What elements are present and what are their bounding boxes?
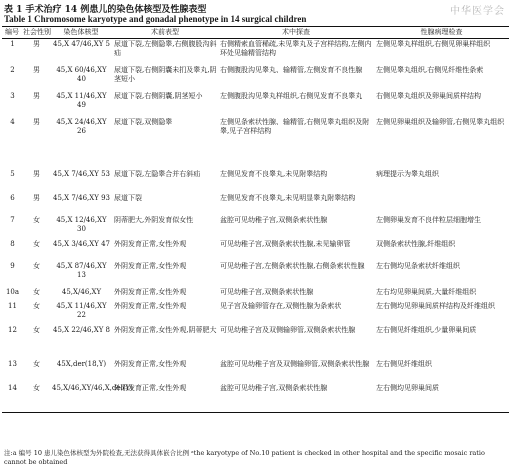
cell-intraop: 盆腔可见幼稚子宫及双侧输卵管,双侧条索状性腺 [220, 359, 370, 368]
cell-karyotype: 45,X 12/46,XY 30 [56, 215, 107, 233]
cell-intraop: 盆腔可见幼稚子宫,双侧条索状性腺 [220, 215, 328, 224]
cell-id: 12 [8, 325, 17, 334]
cell-karyotype: 45,X/46,XY/46,X,del(Y) [50, 383, 112, 413]
cell-sex: 男 [33, 169, 40, 178]
header-sex: 社会性别 [22, 27, 50, 39]
table-row [2, 193, 509, 215]
table-row [2, 65, 509, 91]
cell-karyotype: 45,X 3/46,XY 47 [52, 239, 111, 248]
table-row [2, 325, 509, 359]
cell-pathology: 左侧卵巢发育不良伴粒层细胞增生 [376, 215, 481, 224]
cell-pathology: 左侧见卵巢组织及输卵管,右侧见睾丸组织 [376, 117, 505, 126]
cell-sex: 女 [33, 359, 40, 368]
cell-preop: 外阴发育正常,女性外观 [114, 301, 187, 310]
cell-pathology: 左右均见卵巢间质,大量纤维组织 [376, 287, 477, 296]
cell-karyotype: 45,X/46,XY [61, 287, 102, 296]
cell-karyotype: 45,X 11/46,XY 22 [56, 301, 107, 319]
cell-sex: 男 [33, 65, 40, 74]
table-row [2, 117, 509, 169]
cell-sex: 女 [33, 287, 40, 296]
cell-intraop: 可见幼稚子宫,左侧条索状性腺,右侧条索状性腺 [220, 261, 365, 270]
cell-pathology: 左右侧见纤维组织 [376, 359, 432, 368]
cell-preop: 尿道下裂,右侧阴囊,阴茎短小 [114, 91, 203, 100]
table-row [2, 239, 509, 261]
cell-intraop: 左侧见条索状性腺、输精管,右侧见睾丸组织及附睾,见子宫样结构 [220, 117, 370, 135]
cell-sex: 男 [33, 91, 40, 100]
karyotype-table [2, 26, 509, 413]
cell-karyotype: 45,X 47/46,XY 5 [52, 40, 111, 48]
table-row [2, 301, 509, 325]
table-footnote: 注:a 编号 10 患儿染色体核型为外院检查,无法获得具体嵌合比例 ᵃthe karyotype of No.10 patient is checked in other hospital and the specific mosaic ratio cannot be obtained [4, 449, 485, 466]
table-row [2, 215, 509, 239]
cell-karyotype: 45,X 60/46,XY 40 [56, 65, 107, 83]
cell-pathology: 病理提示为睾丸组织 [376, 169, 439, 178]
cell-id: 7 [10, 215, 15, 224]
cell-id: 3 [10, 91, 15, 100]
cell-karyotype: 45,X 7/46,XY 53 [52, 169, 111, 178]
cell-intraop: 可见幼稚子宫及双侧输卵管,双侧条索状性腺 [220, 325, 356, 334]
cell-preop: 外阴发育正常,女性外观 [112, 383, 218, 413]
cell-preop: 外阴发育正常,女性外观 [114, 239, 187, 248]
cell-karyotype: 45,X 24/46,XY 26 [56, 117, 107, 135]
cell-pathology: 双侧条索状性腺,纤维组织 [376, 239, 456, 248]
cell-karyotype: 45,X 22/46,XY 8 [52, 325, 111, 334]
table-row [2, 169, 509, 193]
cell-sex: 女 [33, 261, 40, 270]
cell-id: 2 [10, 65, 15, 74]
header-intraop: 术中探查 [218, 27, 374, 39]
cell-pathology: 左右侧均见条索状纤维组织 [376, 261, 460, 270]
cell-pathology: 左右侧均见卵巢间质 [374, 383, 509, 413]
table-row [2, 287, 509, 301]
cell-preop: 外阴发育正常,女性外观 [114, 287, 187, 296]
cell-intraop: 可见幼稚子宫,双侧条索状性腺,未见输卵管 [220, 239, 351, 248]
cell-id: 5 [10, 169, 15, 178]
cell-pathology [374, 193, 509, 215]
cell-intraop: 见子宫及输卵管存在,双侧性腺为条索状 [220, 301, 342, 310]
cell-preop: 尿道下裂,双侧隐睾 [114, 117, 173, 126]
cell-sex: 女 [22, 383, 50, 413]
cell-id: 10a [5, 287, 20, 296]
cell-intraop: 可见幼稚子宫,双侧条索状性腺 [220, 287, 314, 296]
cell-id: 13 [8, 359, 17, 368]
cell-karyotype: 45X,der(18,Y) [56, 359, 107, 368]
cell-pathology: 左侧见睾丸样组织,右侧见卵巢样组织 [376, 40, 491, 48]
header-karyotype: 染色体核型 [50, 27, 112, 39]
cell-karyotype: 45,X 11/46,XY 49 [56, 91, 107, 109]
cell-preop: 尿道下裂,左侧隐睾,右侧腹股沟斜疝 [114, 40, 217, 57]
cell-pathology: 左右侧均见卵巢间质样结构及纤维组织 [376, 301, 495, 310]
cell-preop: 阴蒂肥大,外阴发育似女性 [114, 215, 194, 224]
table-row [2, 383, 509, 413]
cell-intraop: 右侧腹股沟见睾丸、输精管,左侧发育不良性腺 [220, 65, 363, 74]
cell-id: 4 [10, 117, 15, 126]
header-preop: 术前表型 [112, 27, 218, 39]
header-pathology: 性腺病理检查 [374, 27, 509, 39]
cell-sex: 男 [33, 117, 40, 126]
cell-id: 14 [2, 383, 22, 413]
cell-preop: 外阴发育正常,女性外观,阴蒂肥大 [114, 325, 217, 334]
table-row [2, 261, 509, 287]
cell-pathology: 左侧见睾丸组织,右侧见纤维性条索 [376, 65, 484, 74]
cell-id: 6 [10, 193, 15, 202]
header-row [2, 27, 509, 39]
header-id: 编号 [2, 27, 22, 39]
cell-intraop: 右侧精索血管稀疏,未见睾丸及子宫样结构,左侧内环处见输精管结构 [220, 40, 372, 57]
cell-preop: 尿道下裂,左隐睾合并右斜疝 [114, 169, 201, 178]
cell-karyotype: 45,X 7/46,XY 93 [52, 193, 111, 202]
cell-karyotype: 45,X 87/46,XY 13 [56, 261, 107, 279]
cell-id: 9 [10, 261, 15, 270]
cell-preop: 外阴发育正常,女性外观 [114, 261, 187, 270]
cell-preop: 尿道下裂,右侧阴囊未扪及睾丸,阴茎短小 [114, 65, 217, 83]
watermark: 中华医学会 [450, 6, 505, 17]
cell-id: 1 [10, 40, 15, 48]
table-title-cn: 表 1 手术治疗 14 例患儿的染色体核型及性腺表型 [4, 5, 207, 15]
cell-pathology: 左右侧见纤维组织,少量卵巢间质 [376, 325, 477, 334]
cell-pathology: 右侧见睾丸组织及卵巢间质样结构 [376, 91, 481, 100]
table-row [2, 91, 509, 117]
cell-sex: 女 [33, 325, 40, 334]
cell-intraop: 左侧见发育不良睾丸,未见明显睾丸附睾结构 [220, 193, 356, 202]
cell-id: 11 [8, 301, 17, 310]
table-title-en: Table 1 Chromosome karyotype and gonadal phenotype in 14 surgical children [4, 14, 307, 24]
cell-sex: 男 [33, 193, 40, 202]
cell-intraop: 左侧见发育不良睾丸,未见附睾结构 [220, 169, 328, 178]
cell-sex: 女 [33, 301, 40, 310]
cell-sex: 男 [33, 40, 40, 48]
table-row [2, 359, 509, 383]
cell-sex: 女 [33, 215, 40, 224]
cell-preop: 尿道下裂 [114, 193, 142, 202]
cell-intraop: 盆腔可见幼稚子宫,双侧条索状性腺 [218, 383, 374, 413]
cell-preop: 外阴发育正常,女性外观 [114, 359, 187, 368]
table-row [2, 39, 509, 65]
cell-intraop: 左侧腹股沟见睾丸样组织,右侧见发育不良睾丸 [220, 91, 363, 100]
cell-sex: 女 [33, 239, 40, 248]
cell-id: 8 [10, 239, 15, 248]
